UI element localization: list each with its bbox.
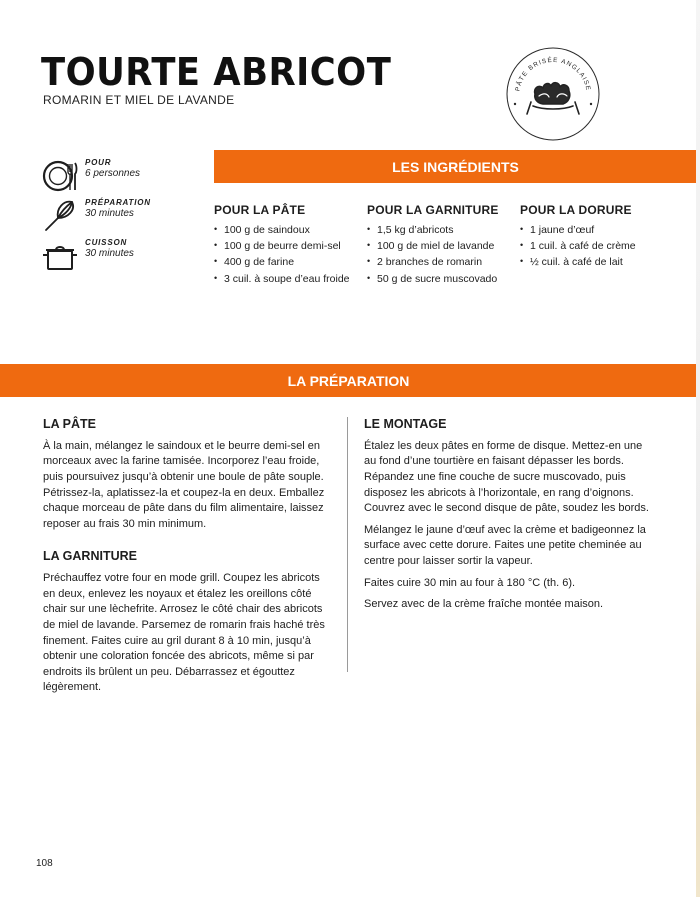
whisk-icon xyxy=(42,198,78,234)
montage-step-2: Mélangez le jaune d’œuf avec la crème et badigeonnez la surface avec cette dorure. Faites une petite cheminée au centre pour laisser sortir la vapeur. xyxy=(364,523,646,568)
ingredients-group-title: POUR LA DORURE xyxy=(520,203,632,217)
preparation-header xyxy=(0,364,697,397)
ingredient-item: • 100 g de beurre demi-sel xyxy=(214,239,354,254)
montage-step-1: Étalez les deux pâtes en forme de disque. Mettez-en une au fond d’une tourtière en faisant dépasser les bords. Répandez une fine couche de sucre muscovado, puis disposez les abricots à l’horizontale, en rang d’oignons. Couvrez avec le second disque de pâte, soudez les bords. xyxy=(364,439,649,515)
ingredients-group-pate xyxy=(214,201,354,288)
ingredient-item: • 3 cuil. à soupe d’eau froide xyxy=(214,272,354,287)
ingredient-item: • ½ cuil. à café de lait xyxy=(520,255,690,270)
preparation-heading: LA PRÉPARATION xyxy=(287,372,410,389)
page-edge xyxy=(696,0,700,897)
servings-value: 6 personnes xyxy=(85,168,141,179)
kneading-hands-icon xyxy=(527,83,579,114)
prep-label: PRÉPARATION xyxy=(85,198,151,207)
ingredient-item: • 2 branches de romarin xyxy=(367,255,512,270)
ingredient-item: • 100 g de saindoux xyxy=(214,223,354,238)
preparation-right-column xyxy=(364,416,654,619)
pate-brisee-seal xyxy=(503,44,603,144)
recipe-subtitle: ROMARIN ET MIEL DE LAVANDE xyxy=(43,93,235,107)
ingredient-item: • 1,5 kg d’abricots xyxy=(367,223,512,238)
pate-section-text: À la main, mélangez le saindoux et le beurre demi-sel en morceaux avec la farine tamisée. Incorporez l’eau froide, puis poursuivez jusqu’à obtenir une boule de pâte souple. Pétrissez-la, aplatissez-la et coupez-la en deux. Emballez chaque morceau de pâte dans du film alimentaire, laissez reposer au frais 30 min minimum. xyxy=(43,439,325,530)
ingredient-item: • 1 cuil. à café de crème xyxy=(520,239,690,254)
ingredient-item: • 1 jaune d’œuf xyxy=(520,223,690,238)
preparation-left-column xyxy=(43,416,332,702)
cook-label: CUISSON xyxy=(85,238,128,247)
montage-step-4: Servez avec de la crème fraîche montée maison. xyxy=(364,598,604,611)
garniture-section-text: Préchauffez votre four en mode grill. Coupez les abricots en deux, enlevez les noyaux et étalez les oreillons côté chair sur une lèchefrite. Arrosez le côté chair des abricots de miel de lavande. Parsemez de romarin frais haché très finement. Faites cuire au gril durant 8 à 10 min, jusqu’à obtenir une coloration foncée des abricots, même si par endroits ils brûlent un peu. Débarrassez et égouttez légèrement. xyxy=(43,572,325,694)
ingredients-header xyxy=(214,150,697,183)
montage-section-title: LE MONTAGE xyxy=(364,417,447,431)
ingredient-item: • 400 g de farine xyxy=(214,255,354,270)
ingredient-item: • 50 g de sucre muscovado xyxy=(367,272,512,287)
montage-step-3: Faites cuire 30 min au four à 180 °C (th. 6). xyxy=(364,576,576,589)
ingredients-group-dorure xyxy=(520,201,690,272)
ingredients-group-title: POUR LA PÂTE xyxy=(214,203,306,217)
plate-cutlery-icon xyxy=(42,158,78,194)
pate-section-title: LA PÂTE xyxy=(43,417,97,431)
seal-text: PÂTE BRISÉE ANGLAISE xyxy=(514,56,592,92)
page-number: 108 xyxy=(36,858,53,869)
ingredients-group-garniture xyxy=(367,201,512,288)
recipe-title: TOURTE ABRICOT xyxy=(41,50,392,94)
cook-value: 30 minutes xyxy=(85,248,134,259)
ingredient-item: • 100 g de miel de lavande xyxy=(367,239,512,254)
servings-label: POUR xyxy=(85,158,112,167)
prep-value: 30 minutes xyxy=(85,208,134,219)
ingredients-group-title: POUR LA GARNITURE xyxy=(367,203,499,217)
ingredients-heading: LES INGRÉDIENTS xyxy=(392,158,519,175)
column-divider xyxy=(347,417,348,672)
cooking-pot-icon xyxy=(42,238,78,274)
garniture-section-title: LA GARNITURE xyxy=(43,549,137,564)
